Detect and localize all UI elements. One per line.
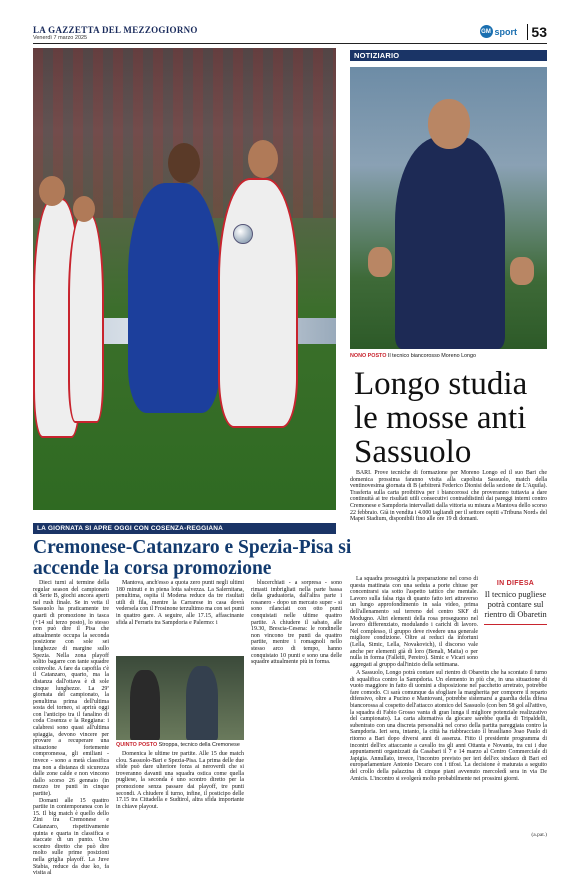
article-paragraph: Dieci turni al termine della regular season del campionato di Serie B, giochi ancora aperti nel rush finale. Se in vetta il Sassuolo ha praticamente tre quarti di promozione in tasca (+14 sul terzo posto), lo stesso non può dire il Pisa che attualmente occupa la seconda posizione con sole sei lunghezze di margine sullo Spezia. Nella zona playoff solito bagarre con tante squadre coinvolte. A fare da capofila c'è il Catanzaro, quarto, ma la distanza dall'ottava è di sole cinque lunghezze. La 29ª giornata del campionato, la penultima prima dell'ultima sosta del torneo, si aprirà oggi con l'anticipo tra il fanalino di coda Cosenza e la Reggiana: i calabresi sono quasi all'ultima spiaggia, devono vincere per provare a recuperare una situazione fortemente compromessa, gli emiliani - invece - sono a metà classifica ma non a distanza di sicurezza dalle zone calde e non vincono dallo scorso 26 gennaio (in mezzo tre punti in cinque partite). <box>33 580 109 797</box>
author-signature: (a.pat.) <box>531 832 547 838</box>
sport-logo-icon: GM <box>480 25 493 38</box>
longo-paragraph: BARI. Prove tecniche di formazione per Moreno Longo ed il suo Bari che domenica prossima faranno visita alla capolista Sassuolo, match della ventinovesima giornata di B (arbitrerà Federico Dionisi della sezione de L'Aquila). Trasferta sulla carta proibitiva per i biancorossi che proveranno tuttavia a dare continuità ai tre risultati utili consecutivi contraddistinti dai pareggi interni contro Cremonese e Sampdoria intervallati dalla vittoria su misura a Mantova dello scorso 22 febbraio. Già in vendita i 4.000 tagliandi per il settore ospiti «Tribuna Nord» del Mapei Stadium, disponibili fino alle ore 19 di domani. <box>350 470 547 523</box>
coach-figure <box>395 137 505 349</box>
person-figure <box>130 670 160 740</box>
article-paragraph: blucerchiati - a sorpresa - sono rimasti imbrigliati nella parte bassa della graduatoria, dall'altra parte i rosanero - dopo un mercato super - si sono rilanciati con otto punti conquistati nelle ultime quattro partite. A chiudere il sabato, alle 19.30, Brescia-Cesena: le rondinelle non vincono tre punti da quattro partite, mentre i romagnoli nello stesso arco di tempo, hanno conquistato 10 punti e sono una delle squadre attualmente più in forma. <box>251 580 342 666</box>
article-column-1 <box>33 580 109 877</box>
section-label-giornata: LA GIORNATA SI APRE OGGI CON COSENZA-REGGIANA <box>33 523 336 534</box>
page-number: 53 <box>527 24 547 40</box>
player-figure <box>68 213 104 423</box>
caption-text: Il tecnico biancorosso Moreno Longo <box>387 353 477 359</box>
caption-text: Stroppa, tecnico della Cremonese <box>158 742 240 748</box>
sport-logo-label: sport <box>494 26 517 37</box>
player-head <box>248 140 278 178</box>
longo-article-body <box>350 470 547 575</box>
headline-longo: Longo studia le mosse anti Sassuolo <box>354 366 528 470</box>
article-paragraph: Mantova, anch'esso a quota zero punti negli ultimi 180 minuti e in piena lotta salvezza. La Salernitana, penultima, ospita il Modena reduce da tre risultati utili di fila, mentre la Carrarese in casa dovrà vedersela con il Frosinone terzultimo ma con sei punti in quattro gare. A seguire, alle 17.15, affascinante sfida al Ferraris tra Sampdoria e Palermo: i <box>116 580 244 626</box>
player-figure <box>218 178 298 428</box>
player-head <box>39 176 65 206</box>
caption-label: QUINTO POSTO <box>116 742 158 748</box>
coach-head <box>428 99 470 149</box>
pull-quote <box>484 580 547 625</box>
headline-main: Cremonese-Catanzaro e Spezia-Pisa si accende la corsa promozione <box>33 537 352 579</box>
longo-paragraph: La squadra proseguirà la preparazione nel corso di questa mattinata con una seduta a porte chiuse per concentrarsi sia sotto l'aspetto tattico che mentale. Lavoro sulla falsa riga di quanto fatto ieri attraverso un lungo approfondimento in sala video, prima dell'allenamento sul terreno del centro SKF di Modugno. Altri elementi della rosa proseguono nel lavoro differenziato, modulando i carichi di lavoro. Nel complesso, il gruppo deve rivedere una generale migliore condizione. Oltre ai reduci da infortuni (Lella, Simic, Lella, Novakovich), il discorso vale anche per elementi già di loro (Benali, Maita) o per nulla in forma (Falletti, Pereiro). Simic e Vicari sono aggregati al gruppo dall'inizio della settimana. <box>350 576 478 668</box>
dateline: Venerdì 7 marzo 2025 <box>33 35 88 41</box>
article-column-3 <box>251 580 342 830</box>
longo-paragraph: A Sassuolo, Longo potrà contare sul rientro di Obaretin che ha scontato il turno di squalifica contro la Sampdoria. Un elemento in più che, in una situazione di vuoto maggiore in fatto di uomini a disposizione nel pacchetto arretrato, potrebbe fare comodo. Ci sarà comunque da sfogliare la margherita per comporre il reparto difensivo, oltre a Pucino e Mantovani, potrebbe sistemarsi a guardia della difesa biancorossa al cospetto dell'attacco atomico del Sassuolo (con ben 58 gol all'attivo, la squadra di Fabio Grosso vanta di gran lunga il migliore potenziale realizzativo del campionato). La carta alternativa da giocare sarebbe quella di Tripaldelli, subentrato con una discreta personalità nel corso della partita pareggiata contro la Sampdoria. Ieri sera, intanto, la città ha riabbracciato il brasiliano Joao Paulo di ritorno a Bari dopo diversi anni di assenza. Fitto il presidente programma di incontri dell'ex attaccante a cavallo tra gli anni Ottanta e Novanta, tra cui i due appuntamenti organizzati da Casabari il 7 e 14 marzo al Centro Commerciale di Japigia. Annullato, invece, l'incontro previsto per ieri dell'ex sindaco di Bari ed europarlamentare Antonio Decaro con i tifosi. La decisione è maturata a seguito del crollo della palazzina di cinque piani avvenuto mercoledì sera in via De Amicis. L'incontro si svolgerà molto probabilmente nei prossimi giorni. <box>350 670 547 782</box>
longo-article-body-2 <box>350 576 478 670</box>
player-head <box>168 143 200 183</box>
longo-article-body-3 <box>350 670 547 830</box>
article-column-2b <box>116 751 244 830</box>
pull-quote-label: IN DIFESA <box>496 580 535 587</box>
stroppa-photo-caption <box>116 742 244 749</box>
article-paragraph: Domani alle 15 quattro partite in contemporanea con le 15. Il big match è quello dello Zini tra Cremonese e Catanzaro, rispettivamente quinta e quarta in classifica e staccate di un punto. Uno scontro diretto che può dire molto sulle prime posizioni nella griglia playoff. La Juve Stabia, reduce da due ko, fa visita al <box>33 797 109 877</box>
coach-hand <box>510 257 534 285</box>
pull-quote-rule <box>484 624 547 625</box>
coach-hand <box>368 247 392 277</box>
match-photo <box>33 48 336 510</box>
masthead: LA GAZZETTA DEL MEZZOGIORNO <box>33 25 198 35</box>
article-paragraph: Domenica le ultime tre partite. Alle 15 due match clou. Sassuolo-Bari e Spezia-Pisa. La prima delle due sfide può dare ulteriore forza ai neroverdi che si troveranno davanti una squadra ostica come quella pugliese, la seconda è uno scontro diretto per la promozione senza passare dai playoff, tre punti secondi. A chiudere il turno, infine, il posticipo delle 17.15 tra Cittadella e Sudtirol, altra sfida importante in chiave playout. <box>116 751 244 810</box>
coach-photo-caption <box>350 353 547 360</box>
pull-quote-text: Il tecnico pugliese potrà contare sul rientro di Obaretin <box>484 590 547 619</box>
caption-label: NONO POSTO <box>350 353 387 359</box>
sport-logo <box>480 25 518 38</box>
person-figure <box>186 666 218 740</box>
coach-photo <box>350 67 547 349</box>
section-label-notiziario: NOTIZIARIO <box>350 50 547 61</box>
stroppa-photo <box>116 656 244 740</box>
page-header <box>33 24 547 44</box>
article-column-2 <box>116 580 244 652</box>
player-head <box>73 196 95 222</box>
ball-icon <box>233 224 253 244</box>
player-figure <box>128 183 220 413</box>
